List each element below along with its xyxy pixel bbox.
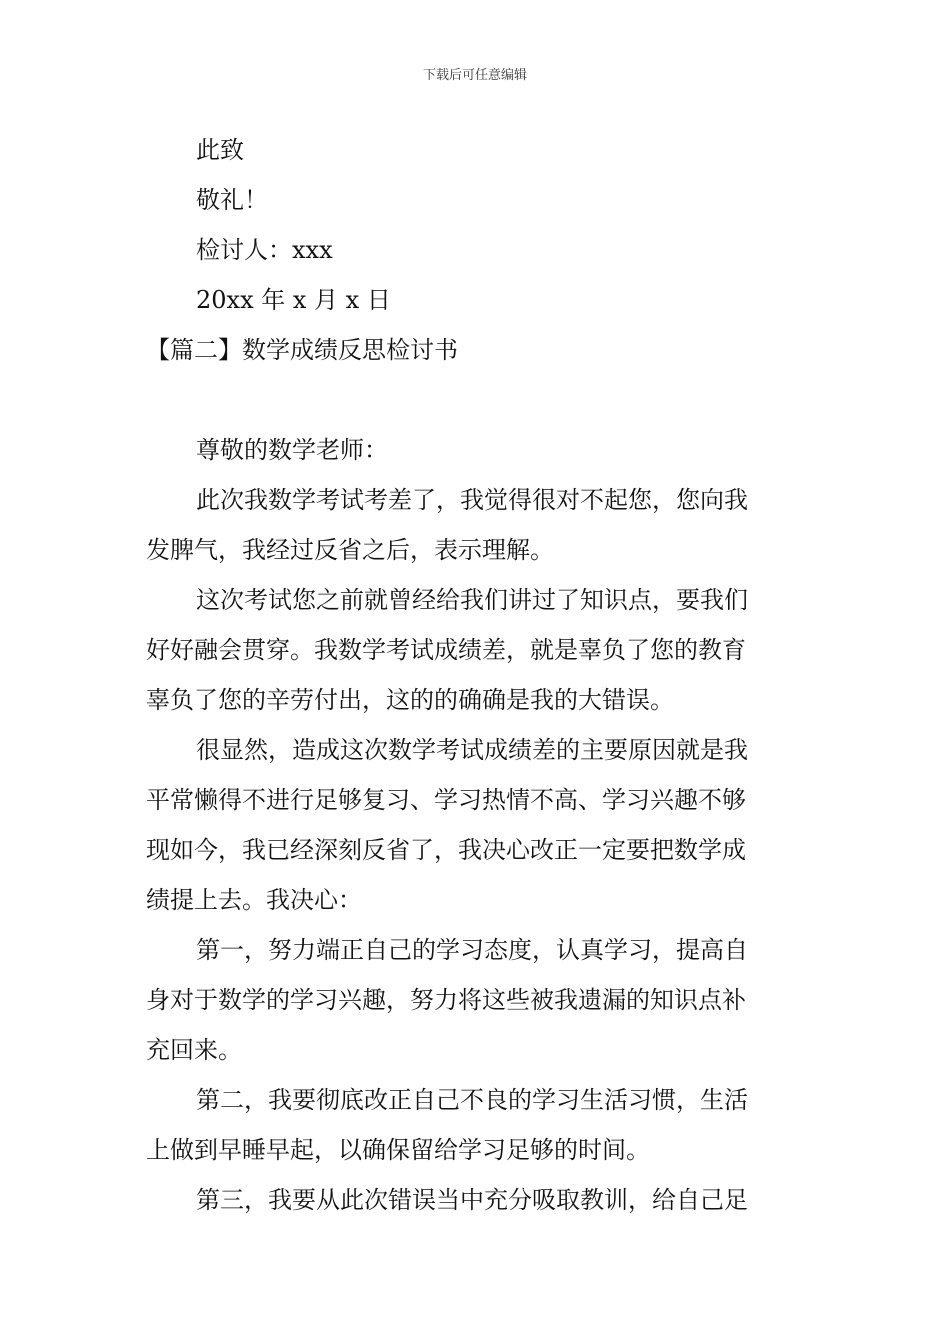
paragraph-line: 发脾气，我经过反省之后，表示理解。: [146, 536, 554, 564]
paragraph-line: 好好融会贯穿。我数学考试成绩差，就是辜负了您的教育: [146, 636, 746, 664]
signer-line: 检讨人：xxx: [196, 236, 333, 264]
paragraph-line: 身对于数学的学习兴趣，努力将这些被我遗漏的知识点补: [146, 986, 746, 1014]
paragraph-line: 很显然，造成这次数学考试成绩差的主要原因就是我: [196, 736, 748, 764]
paragraph-line: 第三，我要从此次错误当中充分吸取教训，给自己足: [196, 1186, 748, 1214]
date-line: 20xx 年 x 月 x 日: [196, 286, 391, 314]
paragraph-line: 平常懒得不进行足够复习、学习热情不高、学习兴趣不够: [146, 786, 746, 814]
paragraph-line: 现如今，我已经深刻反省了，我决心改正一定要把数学成: [146, 836, 746, 864]
paragraph-line: 辜负了您的辛劳付出，这的的确确是我的大错误。: [146, 686, 674, 714]
closing-respect: 敬礼！: [196, 186, 268, 214]
page-header: 下载后可任意编辑: [422, 68, 527, 83]
letter-greeting: 尊敬的数学老师：: [196, 436, 388, 464]
paragraph-line: 绩提上去。我决心：: [146, 886, 362, 914]
closing-salutation: 此致: [196, 136, 244, 164]
paragraph-line: 第一，努力端正自己的学习态度，认真学习，提高自: [196, 936, 748, 964]
paragraph-line: 这次考试您之前就曾经给我们讲过了知识点，要我们: [196, 586, 748, 614]
section-title: 【篇二】数学成绩反思检讨书: [146, 336, 458, 364]
paragraph-line: 第二，我要彻底改正自己不良的学习生活习惯，生活: [196, 1086, 748, 1114]
paragraph-line: 此次我数学考试考差了，我觉得很对不起您，您向我: [196, 486, 748, 514]
paragraph-line: 上做到早睡早起，以确保留给学习足够的时间。: [146, 1136, 650, 1164]
paragraph-line: 充回来。: [146, 1036, 242, 1064]
